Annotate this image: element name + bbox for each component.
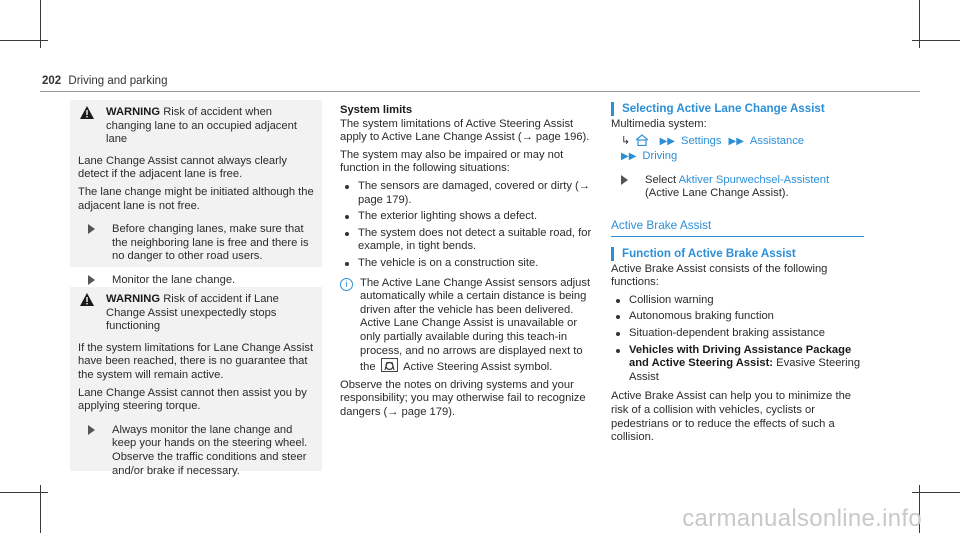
return-arrow-icon: ↳: [621, 134, 631, 147]
closing-text: Active Brake Assist can help you to minimize the risk of a collision with vehicles, cyclists or pedestrians or to reduce the effects of such a collision.: [611, 390, 852, 444]
instruction-step: Always monitor the lane change and keep your hands on the steering wheel. Observe the traffic conditions and steer and/or brake if necessary.: [78, 424, 314, 478]
list-item: The system does not detect a suitable road, for example, in tight bends.: [340, 227, 596, 254]
warning-header: [78, 293, 314, 334]
warning-title: Risk of accident when changing lane to an occupied adjacent lane: [106, 106, 297, 146]
page-reference: (→ page 196).: [517, 131, 590, 144]
nav-arrow-icon: ▶▶: [659, 135, 675, 147]
impaired-text: The system may also be impaired or may not function in the following situations:: [340, 148, 564, 175]
warning-box: [70, 287, 322, 477]
list-item: Situation-dependent braking assistance: [611, 327, 864, 341]
crop-mark: [912, 492, 960, 493]
function-intro: Active Brake Assist consists of the following functions:: [611, 262, 828, 289]
nav-arrow-icon: ▶▶: [728, 135, 744, 147]
warning-label: WARNING: [106, 293, 161, 305]
bullet-icon: [616, 299, 620, 303]
warning-label: WARNING: [106, 106, 161, 118]
watermark: carmanualsonline.info: [682, 505, 922, 533]
nav-item-assistance[interactable]: Assistance: [749, 134, 805, 147]
subheading: Selecting Active Lane Change Assist: [611, 102, 864, 116]
warning-text: Lane Change Assist cannot always clearly detect if the adjacent lane is free.: [78, 154, 287, 181]
step-arrow-icon: [88, 224, 95, 234]
step-arrow-icon: [621, 175, 628, 185]
section-heading: Active Brake Assist: [611, 219, 864, 237]
nav-path: [611, 134, 864, 149]
multimedia-label: Multimedia system:: [611, 118, 707, 130]
bullet-icon: [345, 215, 349, 219]
bullet-icon: [345, 185, 349, 189]
observe-text: Observe the notes on driving systems and your responsibility; you may otherwise fail to recognize dangers (→ page 179).: [340, 378, 586, 418]
warning-text: Lane Change Assist cannot then assist you by applying steering torque.: [78, 386, 307, 413]
instruction-step: Monitor the lane change.: [78, 274, 314, 288]
step-arrow-icon: [88, 425, 95, 435]
column-right: [611, 102, 864, 449]
bullet-icon: [345, 232, 349, 236]
warning-text: The lane change might be initiated although the adjacent lane is not free.: [78, 185, 314, 212]
header-divider: [40, 91, 920, 92]
warning-box: [70, 100, 322, 286]
bullet-icon: [616, 332, 620, 336]
list-item: The sensors are damaged, covered or dirty (→ page 179).: [340, 180, 596, 207]
nav-item-driving[interactable]: Driving: [642, 150, 678, 163]
column-left: [70, 100, 322, 477]
nav-path: [611, 150, 864, 164]
subheading: Function of Active Brake Assist: [611, 247, 864, 261]
instruction-step: Before changing lanes, make sure that the neighboring lane is free and there is no danger to other road users.: [78, 223, 314, 264]
warning-header: [78, 106, 314, 147]
section-heading: System limits: [340, 104, 413, 116]
menu-option-link[interactable]: Aktiver Spurwechsel-Assistent: [678, 173, 830, 186]
intro-text: The system limitations of Active Steering Assist apply to Active Lane Change Assist (→ page 196).: [340, 117, 590, 144]
step-arrow-icon: [88, 275, 95, 285]
warning-title: Risk of accident if Lane Change Assist unexpectedly stops functioning: [106, 293, 279, 333]
page-number: 202: [42, 75, 62, 87]
instruction-step: Select Aktiver Spurwechsel-Assistent (Active Lane Change Assist).: [611, 174, 864, 201]
crop-mark: [912, 40, 960, 41]
nav-item-settings[interactable]: Settings: [680, 134, 722, 147]
bullet-icon: [616, 315, 620, 319]
warning-icon: [80, 293, 94, 306]
page-header: [42, 75, 167, 89]
list-item: Autonomous braking function: [611, 310, 864, 324]
nav-arrow-icon: ▶▶: [621, 151, 637, 163]
list-item: Collision warning: [611, 294, 864, 308]
section-title: Driving and parking: [68, 75, 168, 87]
column-middle: [340, 104, 596, 423]
bullet-icon: [616, 349, 620, 353]
note: i The Active Lane Change Assist sensors adjust automatically while a certain distance is being driven after the vehicle has been delivered. Active Lane Change Assist is unavailable or only partially available during this teach-in process, and no arrows are displayed next to the Active Steering Assist symbol.: [340, 277, 596, 375]
crop-mark: [0, 492, 48, 493]
list-item: Vehicles with Driving Assistance Package and Active Steering Assist: Evasive Steering Assist: [611, 344, 864, 385]
home-icon: [635, 134, 649, 146]
steering-assist-icon: [381, 358, 398, 372]
crop-mark: [0, 40, 48, 41]
list-item: The vehicle is on a construction site.: [340, 257, 596, 271]
heading-bar: [611, 102, 614, 116]
list-item: The exterior lighting shows a defect.: [340, 210, 596, 224]
warning-icon: [80, 106, 94, 119]
warning-text: If the system limitations for Lane Change Assist have been reached, there is no guarantee that the system will remain active.: [78, 341, 314, 381]
bullet-icon: [345, 262, 349, 266]
info-icon: i: [340, 278, 353, 291]
heading-bar: [611, 247, 614, 261]
